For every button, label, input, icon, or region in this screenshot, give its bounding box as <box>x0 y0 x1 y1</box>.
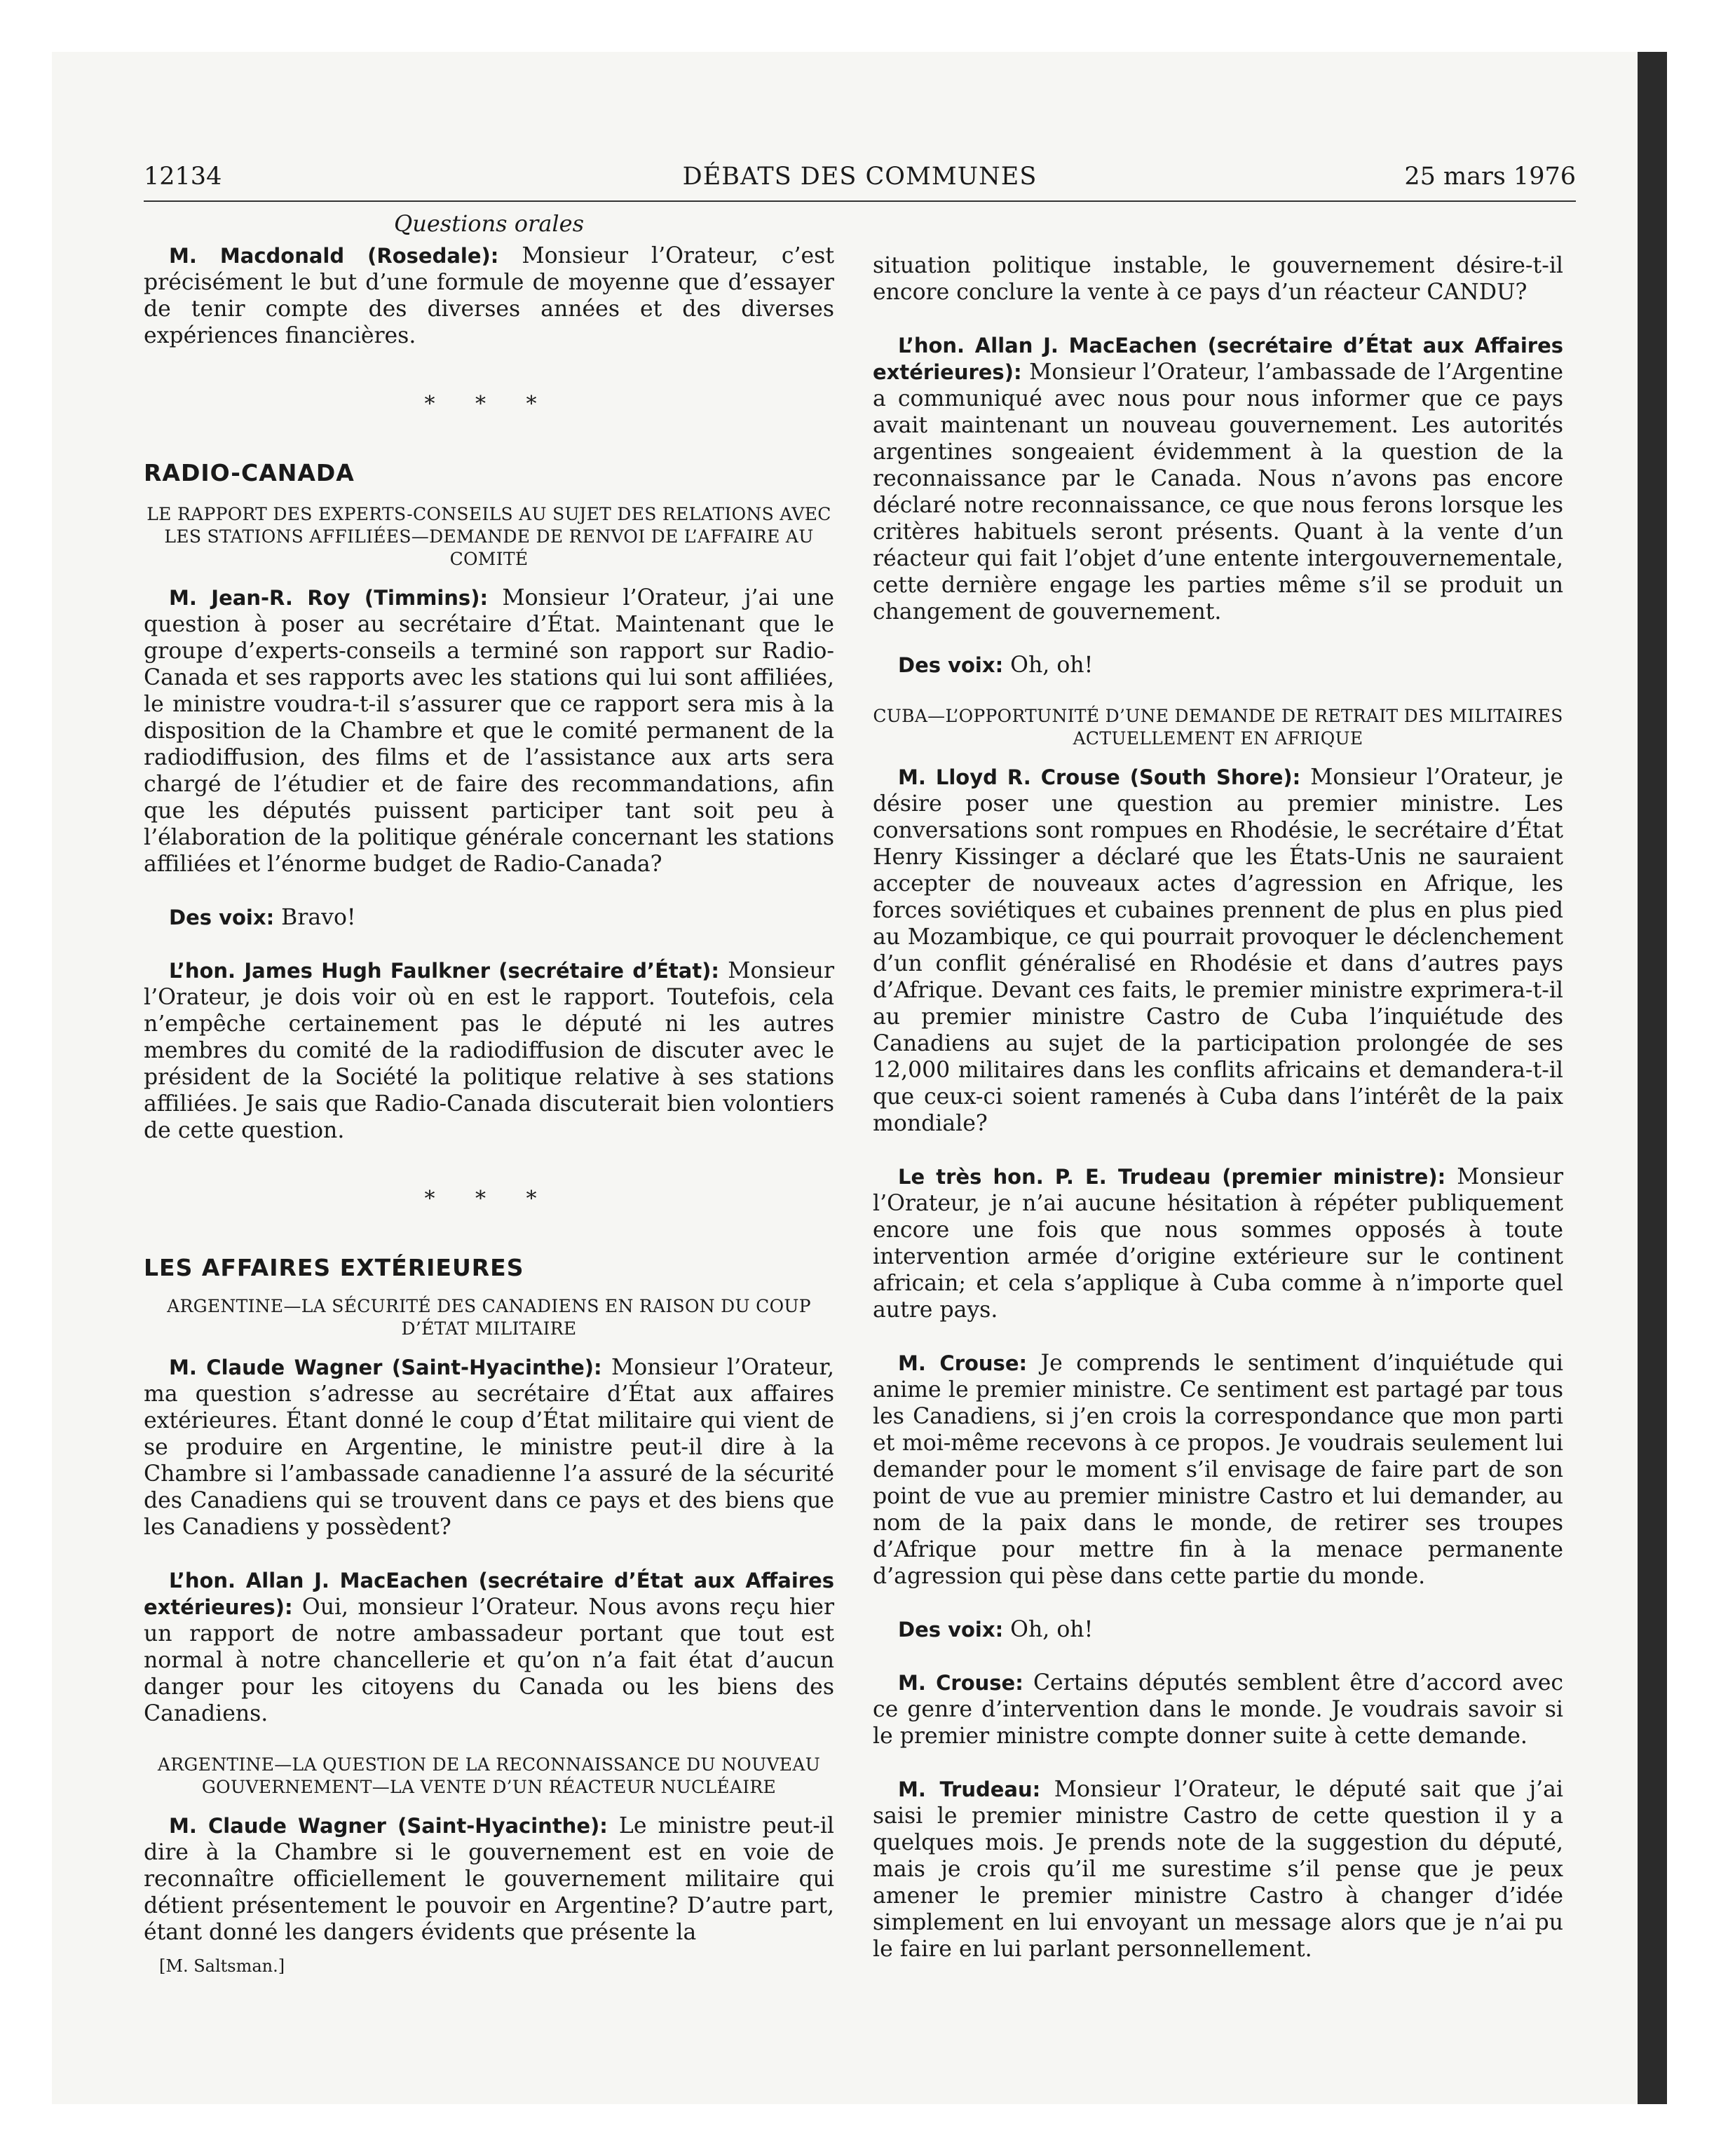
scan-edge-shadow <box>1638 52 1667 2104</box>
speech-paragraph <box>873 1164 1563 1323</box>
subsection-heading: CUBA—L’OPPORTUNITÉ D’UNE DEMANDE DE RETRAIT DES MILITAIRES ACTUELLEMENT EN AFRIQUE <box>873 706 1563 749</box>
speaker-name: M. Trudeau: <box>898 1778 1041 1801</box>
speech-text: Bravo! <box>274 905 356 930</box>
speaker-name: Des voix: <box>898 1618 1004 1642</box>
speech-paragraph <box>144 585 834 878</box>
section-heading: RADIO-CANADA <box>144 459 355 486</box>
speech-paragraph <box>144 1354 834 1541</box>
speaker-name: M. Claude Wagner (Saint-Hyacinthe): <box>169 1814 608 1838</box>
speech-paragraph <box>873 332 1563 625</box>
speech-text: Oh, oh! <box>1003 653 1094 678</box>
speaker-name: M. Crouse: <box>898 1351 1028 1375</box>
speech-text: Monsieur l’Orateur, c’est précisément le but d’une formule de moyenne que d’essayer de tenir compte des diverses années et des diverses expériences financières. <box>144 243 834 348</box>
speaker-name: M. Jean-R. Roy (Timmins): <box>169 586 489 610</box>
speech-paragraph <box>873 1670 1563 1749</box>
speech-text: Certains députés semblent être d’accord avec ce genre d’intervention dans le monde. Je voudrais savoir si le premier ministre compte donner suite à cette demande. <box>873 1670 1563 1749</box>
speech-paragraph <box>144 243 834 349</box>
subsection-heading: ARGENTINE—LA SÉCURITÉ DES CANADIENS EN RAISON DU COUP D’ÉTAT MILITAIRE <box>167 1296 811 1339</box>
speaker-name: M. Macdonald (Rosedale): <box>169 244 499 268</box>
section-separator: * * * <box>424 1187 554 1211</box>
subsection-heading: ARGENTINE—LA QUESTION DE LA RECONNAISSANCE DU NOUVEAU GOUVERNEMENT—LA VENTE D’UN RÉACTEUR NUCLÉAIRE <box>157 1754 821 1797</box>
speaker-name: Des voix: <box>169 906 275 929</box>
speech-text: Monsieur l’Orateur, je désire poser une question au premier ministre. Les conversations sont rompues en Rhodésie, le secrétaire d’État Henry Kissinger a déclaré que les États-Unis ne sauraient accepter de nouveaux actes d’agression en Afrique, les forces soviétiques et cubaines prennent de plus en plus pied au Mozambique, ce qui pourrait provoquer le déclenchement d’un conflit généralisé en Rhodésie et dans d’autres pays d’Afrique. Devant ces faits, le premier ministre exprimera-t-il au premier ministre Castro de Cuba l’inquiétude des Canadiens au sujet de la participation prolongée de ses 12,000 militaires dans les conflits africains et demandera-t-il que ceux-ci soient ramenés à Cuba dans l’intérêt de la paix mondiale? <box>873 765 1563 1136</box>
speaker-name: L’hon. James Hugh Faulkner (secrétaire d’État): <box>169 959 720 983</box>
speech-paragraph <box>873 1776 1563 1963</box>
speech-paragraph <box>873 252 1563 306</box>
page-number: 12134 <box>144 163 222 191</box>
speech-paragraph <box>144 1813 834 1946</box>
speech-paragraph <box>873 764 1563 1137</box>
left-column <box>144 210 834 1979</box>
speech-paragraph <box>873 1350 1563 1590</box>
section-heading: LES AFFAIRES EXTÉRIEURES <box>144 1254 524 1281</box>
section-separator: * * * <box>424 392 554 416</box>
speaker-name: M. Crouse: <box>898 1671 1023 1695</box>
speech-paragraph <box>144 957 834 1144</box>
speech-text: Monsieur l’Orateur, ma question s’adresse au secrétaire d’État aux affaires extérieures. Étant donné le coup d’État militaire qui vient de se produire en Argentine, le ministre peut-il dire à la Chambre si l’ambassade canadienne l’a assuré de la sécurité des Canadiens qui se trouvent dans ce pays et des biens que les Canadiens y possèdent? <box>144 1355 834 1540</box>
footnote: [M. Saltsman.] <box>159 1956 285 1976</box>
speaker-name: Des voix: <box>898 653 1004 677</box>
speaker-name: M. Claude Wagner (Saint-Hyacinthe): <box>169 1356 602 1379</box>
speaker-name: L’hon. Allan J. MacEachen (secrétaire d’État aux Affaires extérieures): <box>144 1569 834 1619</box>
speech-text: situation politique instable, le gouvernement désire-t-il encore conclure la vente à ce pays d’un réacteur CANDU? <box>873 253 1563 305</box>
speech-text: Monsieur l’Orateur, l’ambassade de l’Argentine a communiqué avec nous pour nous informer que ce pays avait maintenant un nouveau gouvernement. Les autorités argentines songeaient évidemment à la question de la reconnaissance par le Canada. Nous n’avons pas encore déclaré notre reconnaissance, ce que nous ferons lorsque les critères habituels seront présents. Quant à la vente d’un réacteur qui fait l’objet d’une entente intergouvernementale, cette dernière engage les parties même s’il se produit un changement de gouvernement. <box>873 360 1563 625</box>
publication-title: DÉBATS DES COMMUNES <box>682 163 1037 191</box>
speech-text: Oui, monsieur l’Orateur. Nous avons reçu hier un rapport de notre ambassadeur portant que tout est normal à notre chancellerie et qu’on n’a fait état d’aucun danger pour les citoyens du Canada ou les biens des Canadiens. <box>144 1595 834 1726</box>
speaker-name: M. Lloyd R. Crouse (South Shore): <box>898 765 1301 789</box>
speech-paragraph <box>873 652 1563 678</box>
speech-text: Monsieur l’Orateur, je dois voir où en est le rapport. Toutefois, cela n’empêche certainement pas le député ni les autres membres du comité de la radiodiffusion de discuter avec le président de la Société la politique relative à ses stations affiliées. Je sais que Radio-Canada discuterait bien volontiers de cette question. <box>144 958 835 1143</box>
speech-paragraph <box>144 904 834 931</box>
publication-date: 25 mars 1976 <box>1404 163 1576 191</box>
speech-text: Je comprends le sentiment d’inquiétude qui anime le premier ministre. Ce sentiment est partagé par tous les Canadiens, si j’en crois la correspondance que mon parti et moi-même recevons à ce propos. Je voudrais seulement lui demander pour le moment s’il envisage de faire part de son point de vue au premier ministre Castro et lui demander, au nom de la paix dans le monde, de retirer ses troupes d’Afrique pour mettre fin à la menace permanente d’agression qui pèse dans cette partie du monde. <box>873 1351 1563 1589</box>
speaker-name: L’hon. Allan J. MacEachen (secrétaire d’État aux Affaires extérieures): <box>873 334 1563 384</box>
speech-text: Monsieur l’Orateur, le député sait que j’ai saisi le premier ministre Castro de cette question il y a quelques mois. Je prends note de la suggestion du député, mais je crois qu’il me surestime s’il pense que je peux amener le premier ministre Castro à changer d’idée simplement en lui envoyant un message alors que je n’ai pu le faire en lui parlant personnellement. <box>873 1777 1563 1962</box>
page-header <box>144 160 1576 202</box>
speech-paragraph <box>144 1567 834 1727</box>
section-label: Questions orales <box>394 210 584 237</box>
speech-text: Monsieur l’Orateur, je n’ai aucune hésitation à répéter publiquement encore une fois que nous sommes opposés à toute intervention armée d’origine extérieure sur le continent africain; et cela s’applique à Cuba comme à n’importe quel autre pays. <box>873 1164 1564 1323</box>
speech-paragraph <box>873 1616 1563 1643</box>
speech-text: Le ministre peut-il dire à la Chambre si le gouvernement est en voie de reconnaître officiellement le gouvernement militaire qui détient présentement le pouvoir en Argentine? D’autre part, étant donné les dangers évidents que présente la <box>144 1813 834 1945</box>
right-column <box>873 252 1563 1963</box>
speech-text: Monsieur l’Orateur, j’ai une question à poser au secrétaire d’État. Maintenant que le groupe d’experts-conseils a terminé son rapport sur Radio-Canada et ses rapports avec les stations qui lui sont affiliées, le ministre voudra-t-il s’assurer que ce rapport sera mis à la disposition de la Chambre et que le comité permanent de la radiodiffusion, des films et de l’assistance aux arts sera chargé de l’étudier et de faire des recommandations, afin que les députés puissent participer tant soit peu à l’élaboration de la politique générale concernant les stations affiliées et l’énorme budget de Radio-Canada? <box>144 585 834 877</box>
subsection-heading: LE RAPPORT DES EXPERTS-CONSEILS AU SUJET DES RELATIONS AVEC LES STATIONS AFFILIÉES—DEMANDE DE RENVOI DE L’AFFAIRE AU COMITÉ <box>147 504 831 569</box>
speaker-name: Le très hon. P. E. Trudeau (premier ministre): <box>898 1165 1446 1189</box>
speech-text: Oh, oh! <box>1003 1617 1094 1642</box>
